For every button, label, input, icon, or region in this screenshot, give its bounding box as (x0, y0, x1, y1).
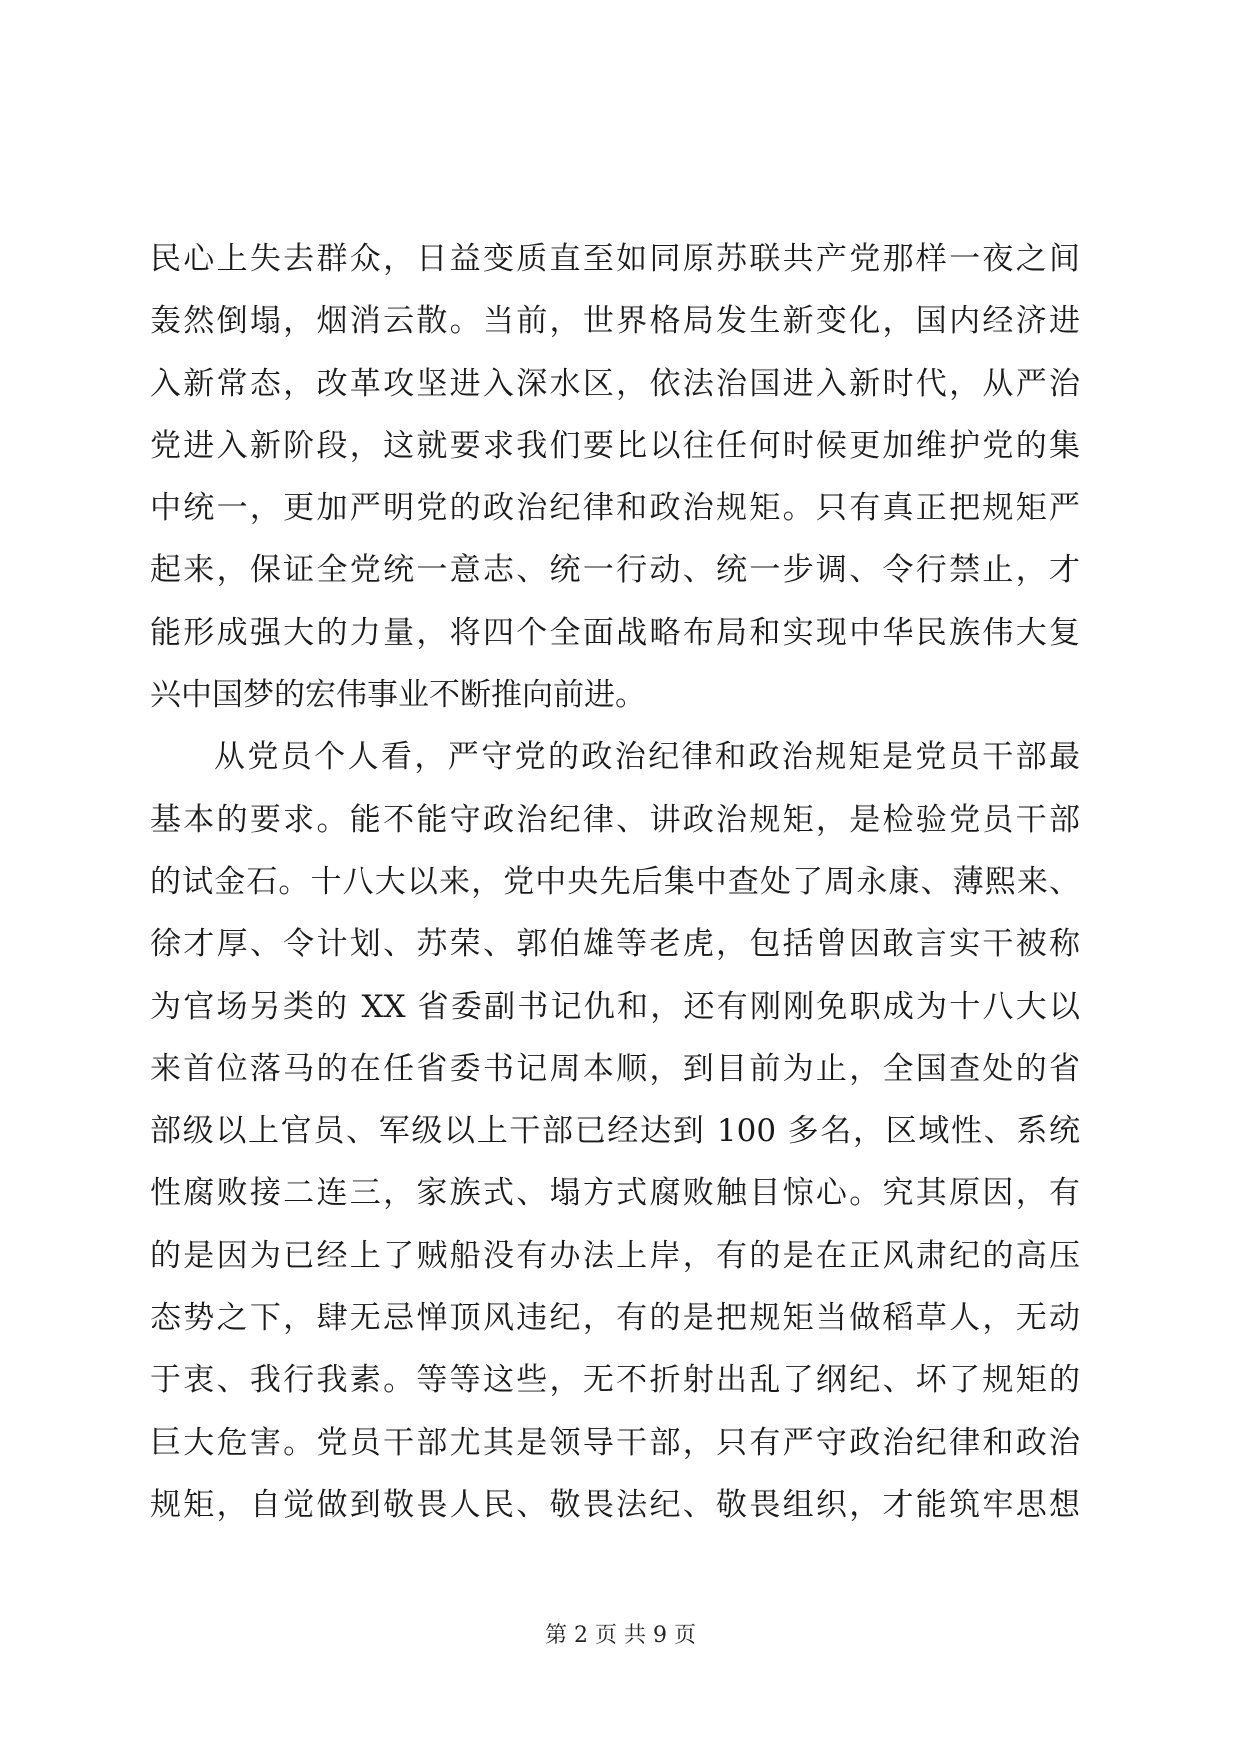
text-line: 的是因为已经上了贼船没有办法上岸，有的是在正风肃纪的高压 (150, 1237, 1080, 1274)
text-line: 来首位落马的在任省委书记周本顺，到目前为止，全国查处的省 (150, 1050, 1080, 1087)
text-line: 能形成强大的力量，将四个全面战略布局和实现中华民族伟大复 (150, 614, 1080, 651)
text-line: 民心上失去群众，日益变质直至如同原苏联共产党那样一夜之间 (150, 241, 1080, 277)
text-line: 从党员个人看，严守党的政治纪律和政治规矩是党员干部最 (214, 739, 1080, 776)
text-line: 入新常态，改革攻坚进入深水区，依法治国进入新时代，从严治 (150, 365, 1080, 402)
document-body (150, 228, 1080, 1536)
text-line: 规矩，自觉做到敬畏人民、敬畏法纪、敬畏组织，才能筑牢思想 (150, 1486, 1080, 1523)
text-line: 于衷、我行我素。等等这些，无不折射出乱了纲纪、坏了规矩的 (150, 1362, 1080, 1399)
text-line: 态势之下，肆无忌惮顶风违纪，有的是把规矩当做稻草人，无动 (150, 1300, 1080, 1337)
page-number-footer: 第 2 页 共 9 页 (545, 1623, 696, 1648)
text-line: 巨大危害。党员干部尤其是领导干部，只有严守政治纪律和政治 (150, 1424, 1080, 1461)
text-line: 兴中国梦的宏伟事业不断推向前进。 (150, 677, 646, 714)
text-line: 起来，保证全党统一意志、统一行动、统一步调、令行禁止，才 (150, 552, 1080, 589)
text-line: 徐才厚、令计划、苏荣、郭伯雄等老虎，包括曾因敢言实干被称 (150, 926, 1080, 963)
text-line: 中统一，更加严明党的政治纪律和政治规矩。只有真正把规矩严 (150, 490, 1080, 527)
paragraph-2 (150, 726, 1080, 1536)
paragraph-1 (150, 228, 1080, 726)
text-line: 性腐败接二连三，家族式、塌方式腐败触目惊心。究其原因，有 (150, 1175, 1080, 1212)
text-line: 部级以上官员、军级以上干部已经达到 100 多名，区域性、系统 (150, 1113, 1080, 1150)
text-line: 党进入新阶段，这就要求我们要比以往任何时候更加维护党的集 (150, 427, 1080, 464)
text-line: 轰然倒塌，烟消云散。当前，世界格局发生新变化，国内经济进 (150, 303, 1080, 340)
text-line: 的试金石。十八大以来，党中央先后集中查处了周永康、薄熙来、 (150, 863, 1080, 900)
text-line: 为官场另类的 XX 省委副书记仇和，还有刚刚免职成为十八大以 (150, 988, 1080, 1025)
text-line: 基本的要求。能不能守政治纪律、讲政治规矩，是检验党员干部 (150, 801, 1080, 838)
